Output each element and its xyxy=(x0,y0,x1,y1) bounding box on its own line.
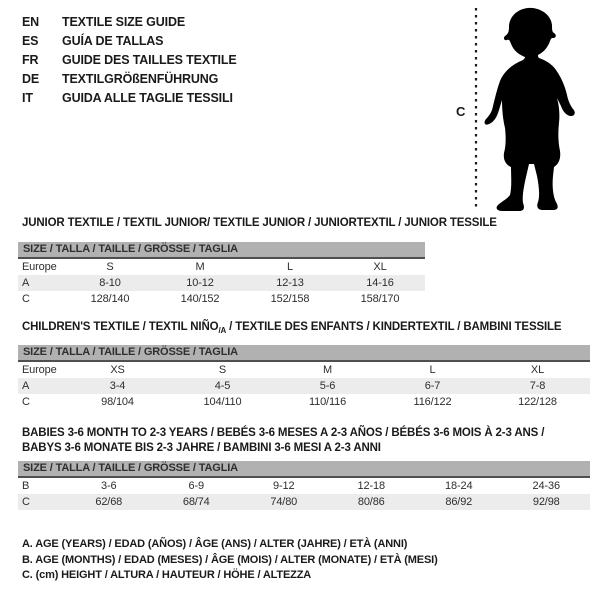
size-table-children xyxy=(18,345,590,410)
height-cell: 110/116 xyxy=(308,396,347,408)
row-label: A xyxy=(22,277,30,289)
age-cell: 6-7 xyxy=(424,380,441,392)
language-code: FR xyxy=(22,53,39,67)
legend xyxy=(22,537,438,584)
row-label: Europe xyxy=(22,261,57,273)
row-label: A xyxy=(22,380,30,392)
months-cell: 3-6 xyxy=(101,480,117,492)
baby-silhouette xyxy=(450,4,585,212)
months-cell: 9-12 xyxy=(273,480,295,492)
section-title-junior: JUNIOR TEXTILE / TEXTIL JUNIOR/ TEXTILE JUNIOR / JUNIORTEXTIL / JUNIOR TESSILE xyxy=(22,217,497,229)
title-line: BABIES 3-6 MONTH TO 2-3 YEARS / BEBÉS 3-6 MESES A 2-3 AÑOS / BÉBÉS 3-6 MOIS À 2-3 ANS / xyxy=(22,427,545,439)
size-table-junior xyxy=(18,242,425,307)
size-cell: L xyxy=(287,261,293,273)
months-cell: 12-18 xyxy=(357,480,385,492)
age-cell: 7-8 xyxy=(529,380,546,392)
age-cell: 10-12 xyxy=(186,277,214,289)
language-label: GUÍA DE TALLAS xyxy=(62,34,164,48)
size-cell: S xyxy=(218,364,227,376)
legend-line-c: C. (cm) HEIGHT / ALTURA / HAUTEUR / HÖHE / ALTEZZA xyxy=(22,569,312,581)
language-code: ES xyxy=(22,34,39,48)
months-cell: 18-24 xyxy=(445,480,473,492)
height-measure-label: C xyxy=(456,104,466,119)
months-cell: 6-9 xyxy=(188,480,204,492)
table-row-height xyxy=(18,291,425,307)
age-cell: 12-13 xyxy=(276,277,304,289)
language-code: DE xyxy=(22,72,40,86)
title-text: CHILDREN'S TEXTILE / TEXTIL NIÑO xyxy=(22,321,219,333)
height-cell: 140/152 xyxy=(180,293,220,305)
table-row-months xyxy=(18,478,590,494)
table-header: SIZE / TALLA / TAILLE / GRÖSSE / TAGLIA xyxy=(18,345,590,362)
language-label: GUIDA ALLE TAGLIE TESSILI xyxy=(62,91,233,105)
height-cell: 86/92 xyxy=(445,496,473,508)
height-cell: 62/68 xyxy=(95,496,123,508)
language-row xyxy=(22,51,237,70)
size-cell: XL xyxy=(373,261,387,273)
language-code: IT xyxy=(22,91,33,105)
row-label: C xyxy=(22,496,30,508)
size-cell: S xyxy=(106,261,114,273)
size-cell: M xyxy=(195,261,205,273)
months-cell: 24-36 xyxy=(532,480,560,492)
title-line: BABYS 3-6 MONATE BIS 2-3 JAHRE / BAMBINI 3-6 MESI A 2-3 ANNI xyxy=(22,442,381,454)
language-row xyxy=(22,13,237,32)
height-cell: 116/122 xyxy=(413,396,452,408)
size-table-babies xyxy=(18,461,590,510)
section-title-babies xyxy=(22,426,582,456)
language-label: GUIDE DES TAILLES TEXTILE xyxy=(62,53,237,67)
legend-line-b: B. AGE (MONTHS) / EDAD (MESES) / ÂGE (MOIS) / ALTER (MONATE) / ETÀ (MESI) xyxy=(22,553,438,566)
title-subscript: /A xyxy=(218,326,227,335)
legend-line-a: A. AGE (YEARS) / EDAD (AÑOS) / ÂGE (ANS) / ALTER (JAHRE) / ETÀ (ANNI) xyxy=(22,538,408,550)
height-cell: 80/86 xyxy=(357,496,385,508)
age-cell: 4-5 xyxy=(214,380,231,392)
size-cell: XS xyxy=(110,364,125,376)
row-label: B xyxy=(22,480,30,492)
row-label: C xyxy=(22,396,30,408)
table-row-height xyxy=(18,394,590,410)
table-row-europe xyxy=(18,259,425,275)
language-label: TEXTILE SIZE GUIDE xyxy=(62,15,186,29)
height-cell: 92/98 xyxy=(532,496,560,508)
language-label: TEXTILGRÖßENFÜHRUNG xyxy=(62,72,219,86)
language-code: EN xyxy=(22,15,40,29)
table-row-height xyxy=(18,494,590,510)
title-text: / TEXTILE DES ENFANTS / KINDERTEXTIL / BAMBINI TESSILE xyxy=(226,321,562,333)
height-cell: 122/128 xyxy=(518,396,557,408)
language-row xyxy=(22,32,237,51)
table-row-europe xyxy=(18,362,590,378)
table-row-age xyxy=(18,378,590,394)
height-cell: 68/74 xyxy=(182,496,210,508)
table-row-age xyxy=(18,275,425,291)
size-cell: XL xyxy=(530,364,545,376)
size-cell: L xyxy=(429,364,436,376)
height-cell: 128/140 xyxy=(90,293,130,305)
age-cell: 3-4 xyxy=(109,380,126,392)
height-cell: 104/110 xyxy=(203,396,242,408)
row-label: Europe xyxy=(22,364,57,376)
table-header: SIZE / TALLA / TAILLE / GRÖSSE / TAGLIA xyxy=(18,461,590,478)
height-cell: 74/80 xyxy=(270,496,298,508)
age-cell: 14-16 xyxy=(366,277,394,289)
language-row xyxy=(22,89,237,108)
age-cell: 5-6 xyxy=(319,380,336,392)
size-cell: M xyxy=(322,364,332,376)
baby-height-figure xyxy=(450,4,585,212)
height-cell: 158/170 xyxy=(360,293,400,305)
table-header: SIZE / TALLA / TAILLE / GRÖSSE / TAGLIA xyxy=(18,242,425,259)
row-label: C xyxy=(22,293,30,305)
section-title-children xyxy=(22,321,561,335)
language-row xyxy=(22,70,237,89)
language-list xyxy=(22,13,237,108)
height-cell: 98/104 xyxy=(101,396,134,408)
age-cell: 8-10 xyxy=(99,277,121,289)
height-cell: 152/158 xyxy=(270,293,310,305)
